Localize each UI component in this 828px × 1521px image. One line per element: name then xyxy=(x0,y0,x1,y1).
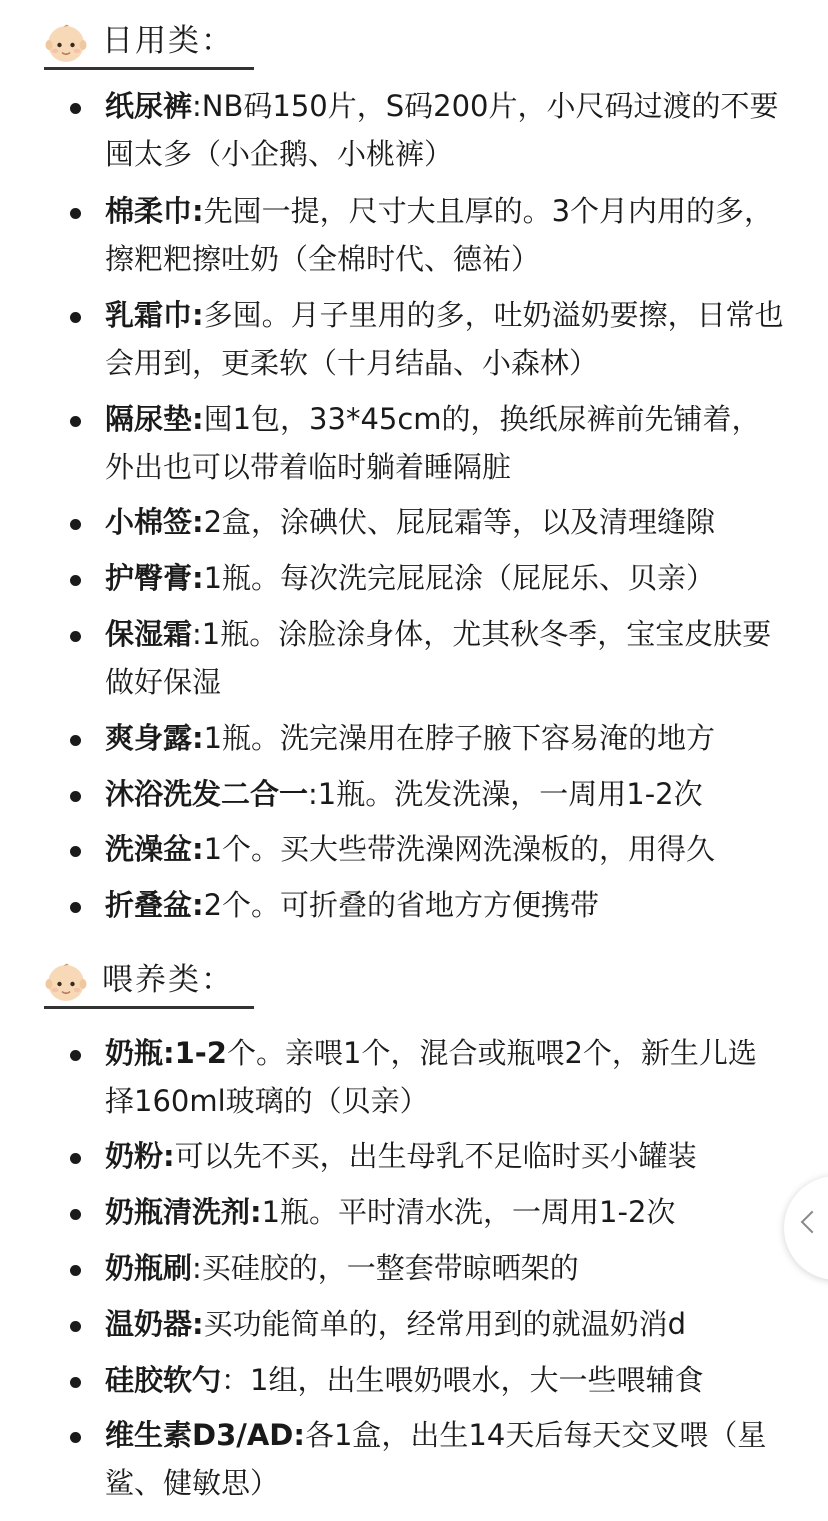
item-name: 乳霜巾: xyxy=(105,298,204,332)
item-desc: 可以先不买，出生母乳不足临时买小罐装 xyxy=(174,1139,697,1173)
item-desc: 2盒，涂碘伏、屁屁霜等，以及清理缝隙 xyxy=(203,505,716,539)
item-text xyxy=(105,770,785,818)
item-text xyxy=(105,825,785,873)
item-desc: 1瓶。洗完澡用在脖子腋下容易淹的地方 xyxy=(203,721,716,755)
item-text xyxy=(105,881,785,929)
item-name: 维生素D3/AD: xyxy=(105,1418,305,1452)
section-title: 日用类： xyxy=(102,23,234,59)
item-name: 沐浴洗发二合一 xyxy=(105,777,309,811)
item-text xyxy=(105,714,785,762)
bullet-dot xyxy=(70,1265,81,1276)
bullet-dot xyxy=(70,846,81,857)
bullet-dot xyxy=(70,416,81,427)
item-name: 纸尿裤 xyxy=(105,89,193,123)
item-desc: :1瓶。洗发洗澡，一周用1-2次 xyxy=(308,777,703,811)
item-desc: :1瓶。涂脸涂身体，尤其秋冬季，宝宝皮肤要做好保湿 xyxy=(105,617,772,699)
bullet-dot xyxy=(70,312,81,323)
item-name: 爽身露: xyxy=(105,721,204,755)
item-text xyxy=(105,554,785,602)
item-name: 奶瓶清洗剂: xyxy=(105,1195,262,1229)
baby-face-icon xyxy=(44,960,88,1004)
bullet-dot xyxy=(70,208,81,219)
item-desc: 买功能简单的，经常用到的就温奶消d xyxy=(203,1307,687,1341)
bullet-dot xyxy=(70,575,81,586)
bullet-dot xyxy=(70,791,81,802)
item-name: 硅胶软勺 xyxy=(105,1363,222,1397)
item-name: 棉柔巾: xyxy=(105,194,204,228)
item-text xyxy=(105,1356,785,1404)
item-desc: 1瓶。每次洗完屁屁涂（屁屁乐、贝亲） xyxy=(203,561,716,595)
bullet-dot xyxy=(70,1377,81,1388)
item-desc: 1个。买大些带洗澡网洗澡板的，用得久 xyxy=(203,832,716,866)
bullet-dot xyxy=(70,631,81,642)
item-desc: ：1组，出生喂奶喂水，大一些喂辅食 xyxy=(221,1363,704,1397)
item-text xyxy=(105,1300,785,1348)
item-text xyxy=(105,1132,785,1180)
item-name: 隔尿垫: xyxy=(105,402,204,436)
bullet-dot xyxy=(70,1050,81,1061)
item-text xyxy=(105,610,785,706)
bullet-dot xyxy=(70,1321,81,1332)
item-text xyxy=(105,291,785,387)
item-desc: 个。亲喂1个，混合或瓶喂2个，新生儿选择160ml玻璃的（贝亲） xyxy=(105,1036,757,1118)
item-desc: 先囤一提，尺寸大且厚的。3个月内用的多，擦粑粑擦吐奶（全棉时代、德祐） xyxy=(105,194,774,276)
item-text xyxy=(105,1244,785,1292)
item-text xyxy=(105,1029,785,1125)
item-name: 护臀膏: xyxy=(105,561,204,595)
item-desc: 囤1包，33*45cm的，换纸尿裤前先铺着，外出也可以带着临时躺着睡隔脏 xyxy=(105,402,761,484)
side-panel-toggle-button[interactable] xyxy=(784,1176,828,1280)
section-header-daily xyxy=(44,18,254,70)
item-text xyxy=(105,1411,785,1507)
bullet-dot xyxy=(70,519,81,530)
item-name: 奶瓶刷 xyxy=(105,1251,193,1285)
item-name: 洗澡盆: xyxy=(105,832,204,866)
item-text xyxy=(105,1188,785,1236)
bullet-dot xyxy=(70,902,81,913)
item-name: 温奶器: xyxy=(105,1307,204,1341)
section-title: 喂养类： xyxy=(102,962,234,998)
item-desc: 多囤。月子里用的多，吐奶溢奶要擦，日常也会用到，更柔软（十月结晶、小森林） xyxy=(105,298,784,380)
item-text xyxy=(105,187,785,283)
bullet-dot xyxy=(70,103,81,114)
item-desc: 1瓶。平时清水洗，一周用1-2次 xyxy=(261,1195,676,1229)
chevron-left-icon xyxy=(801,1211,824,1234)
item-name: 保湿霜 xyxy=(105,617,193,651)
item-name: 折叠盆: xyxy=(105,888,204,922)
item-text xyxy=(105,498,785,546)
item-desc: :买硅胶的，一整套带晾晒架的 xyxy=(192,1251,579,1285)
item-name: 小棉签: xyxy=(105,505,204,539)
item-desc: 2个。可折叠的省地方方便携带 xyxy=(203,888,600,922)
bullet-dot xyxy=(70,1432,81,1443)
item-text xyxy=(105,395,785,491)
item-text xyxy=(105,82,785,178)
item-desc: 各1盒，出生14天后每天交叉喂（星鲨、健敏思） xyxy=(105,1418,767,1500)
section-header-feeding xyxy=(44,957,254,1009)
bullet-dot xyxy=(70,1153,81,1164)
item-name: 奶瓶:1-2 xyxy=(105,1036,227,1070)
item-name: 奶粉: xyxy=(105,1139,175,1173)
bullet-dot xyxy=(70,735,81,746)
baby-face-icon xyxy=(44,21,88,65)
bullet-dot xyxy=(70,1209,81,1220)
item-desc: :NB码150片，S码200片，小尺码过渡的不要囤太多（小企鹅、小桃裤） xyxy=(105,89,779,171)
